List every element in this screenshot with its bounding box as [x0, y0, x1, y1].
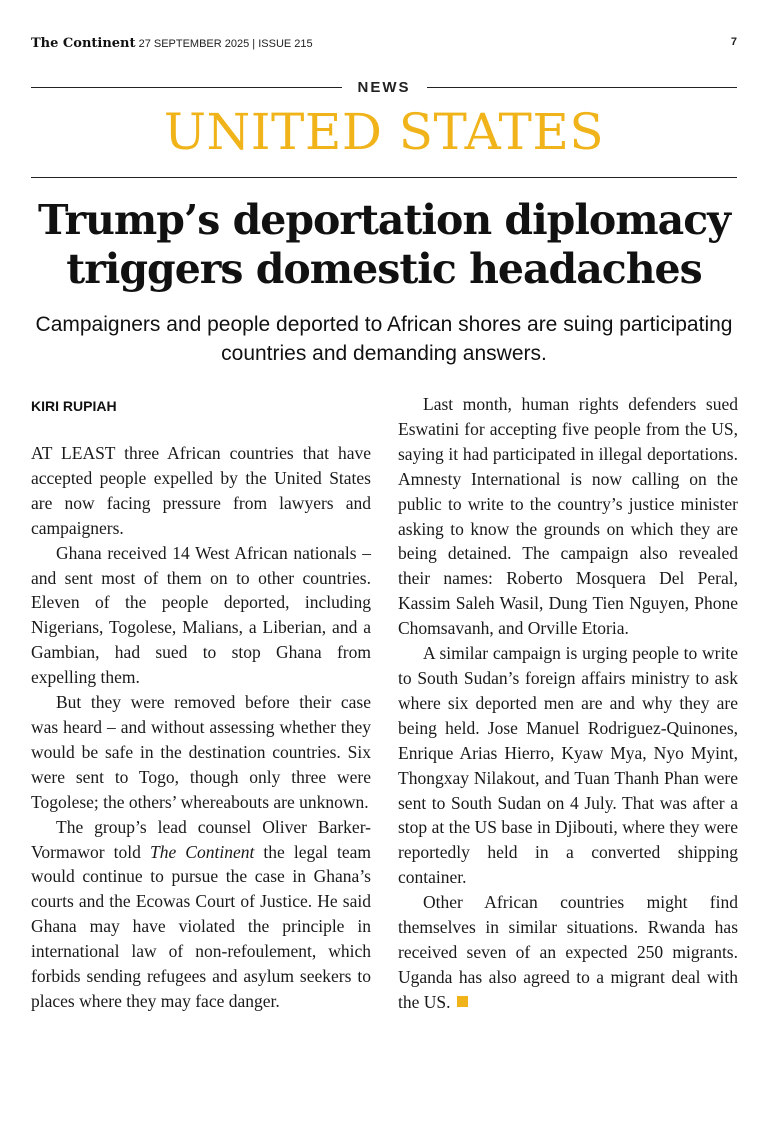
- byline: KIRI RUPIAH: [31, 398, 117, 414]
- end-mark-icon: [457, 996, 468, 1007]
- headline-line-1: Trump’s deportation diplomacy: [37, 196, 730, 244]
- paragraph: Last month, human rights defenders sued Eswatini for accepting five people from the US, saying it had participated in illegal deportations. Amnesty International is now calling on the public to write to the country’s justice minister asking to know the grounds on which they are being detained. The campaign also revealed their names: Roberto Mosquera Del Peral, Kassim Saleh Wasil, Dung Tien Nguyen, Phone Chomsavanh, and Orville Etoria.: [398, 394, 738, 639]
- section-rule-right: [427, 87, 738, 88]
- country-heading: UNITED STATES: [163, 103, 605, 161]
- masthead: [31, 36, 737, 54]
- paragraph: But they were removed before their case was heard – and without assessing whether they would be safe in the destination countries. Six were sent to Togo, though only three were Togolese; the others’ whereabouts are unknown.: [31, 692, 371, 812]
- paragraph: Ghana received 14 West African nationals – and sent most of them on to other countries. Eleven of the people deported, including Nigerians, Togolese, Malians, a Liberian, and a Gambian, had sued to stop Ghana from expelling them.: [31, 542, 371, 688]
- article-column-right: [398, 392, 738, 1015]
- section-label: NEWS: [357, 78, 411, 96]
- page-number: 7: [730, 36, 737, 48]
- section-rule-left: [31, 87, 342, 88]
- brand-name: The Continent: [31, 36, 136, 51]
- paragraph: [398, 890, 738, 1015]
- paragraph: AT LEAST three African countries that have accepted people expelled by the United States are now facing pressure from lawyers and campaigners.: [31, 443, 371, 538]
- standfirst: Campaigners and people deported to African shores are suing participating countries and demanding answers.: [35, 313, 733, 365]
- paragraph-text: Other African countries might find themselves in similar situations. Rwanda has received seven of an expected 250 migrants. Uganda has also agreed to a migrant deal with the US.: [398, 892, 738, 1012]
- headline: [31, 196, 737, 294]
- paragraph-text: the legal team would continue to pursue the case in Ghana’s courts and the Ecowas Court of Justice. He said Ghana may have violated the principle in international law of non-refoulement, which forbids sending refugees and asylum seekers to places where they may face danger.: [31, 841, 372, 1011]
- paragraph: [31, 815, 371, 1014]
- publication-name: The Continent: [149, 841, 255, 862]
- divider: [31, 177, 737, 178]
- article-column-left: [31, 441, 371, 1014]
- headline-line-2: triggers domestic headaches: [66, 245, 702, 293]
- paragraph-text: The group’s lead counsel Oliver Barker-Vormawor told: [31, 816, 371, 862]
- date-issue: 27 SEPTEMBER 2025 | ISSUE 215: [138, 38, 313, 50]
- paragraph: A similar campaign is urging people to write to South Sudan’s foreign affairs ministry to ask where six deported men are and why they are being held. Jose Manuel Rodriguez-Quinones, Enrique Arias Hierro, Kyaw Mya, Nyo Myint, Thongxay Nilakout, and Tuan Thanh Phan were sent to South Sudan on 4 July. That was after a stop at the US base in Djibouti, where they were reportedly held in a converted shipping container.: [398, 643, 738, 888]
- section-header: [31, 77, 737, 97]
